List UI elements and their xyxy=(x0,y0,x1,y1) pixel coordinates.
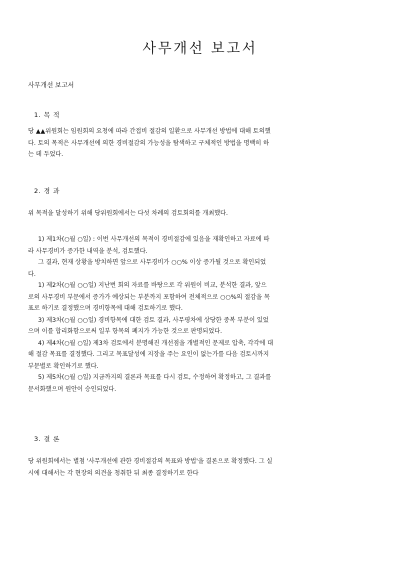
paragraph-line: 문서화했으며 원안이 승인되었다. xyxy=(28,385,117,393)
paragraph-line: 위 목적을 달성하기 위해 당위원회에서는 다섯 차례의 검토회의를 개최했다. xyxy=(28,210,228,217)
paragraph-line: 그 결과, 현재 상황을 방치하면 앞으로 사무경비가 ○○% 이상 증가될 것으로 확인되었 xyxy=(38,259,267,266)
paragraph-line: 시에 대해서는 각 현장의 의견을 청취한 뒤 최종 결정하기로 한다 xyxy=(28,469,199,477)
paragraph-line: 는 데 두었다. xyxy=(28,151,64,158)
paragraph-line: 해 절감 목표를 결정했다. 그리고 목표달성에 지장을 주는 요인이 없는가를 다음 검토시까지 xyxy=(28,351,270,358)
paragraph-line: 라 사무경비가 증가한 내역을 분석, 검토했다. xyxy=(28,247,148,255)
paragraph-line: 3) 제3차(○월 ○○일) 경비항목에 대한 검토 결과, 사무평차에 상당한 중복 부분이 있었 xyxy=(38,316,269,324)
section-heading-conclusion: 3. 결 론 xyxy=(34,435,60,443)
progress-paragraph xyxy=(28,234,374,395)
paragraph-line: 당 ▲▲위원회는 임원회의 요청에 따라 간접비 절감의 일환으로 사무개선 방법에 대해 토의했 xyxy=(28,128,271,135)
paragraph-line: 4) 제4차(○월 ○일) 제3차 검토에서 분명해진 개선점을 개별적인 문제로 압축, 각각에 대 xyxy=(38,339,274,347)
page-title: 사무개선 보고서 xyxy=(142,41,258,57)
paragraph-line: 로의 사무경비 부문에서 증가가 예상되는 부분까지 포함하여 전체적으로 ○○%의 절감을 목 xyxy=(28,293,270,301)
paragraph-line: 다. 토의 목적은 사무개선에 의한 경비절감의 가능성을 탐색하고 구체적인 방법을 명백히 하 xyxy=(28,139,270,147)
purpose-paragraph xyxy=(28,126,374,161)
conclusion-paragraph xyxy=(28,456,374,479)
paragraph-line: 1) 제1차(○월 ○일) : 이번 사무개선의 목적이 경비절감에 있음을 재확인하고 자료에 따 xyxy=(38,236,270,243)
progress-intro xyxy=(28,208,374,220)
paragraph-line: 으며 이를 합리화함으로써 일부 항목의 폐지가 가능한 것으로 판명되었다. xyxy=(28,328,223,335)
paragraph-line: 다. xyxy=(28,270,36,278)
section-heading-purpose: 1. 목 적 xyxy=(34,111,60,119)
section-heading-progress: 2. 경 과 xyxy=(34,187,60,195)
document-subtitle: 사무개선 보고서 xyxy=(28,81,75,89)
paragraph-line: 1) 제2차(○월 ○○일) 지난번 회의 자료를 바탕으로 각 위원이 비교, 분석한 결과, 앞으 xyxy=(38,282,267,289)
paragraph-line: 표로 하기로 결정했으며 경비항목에 대해 검토하기로 했다. xyxy=(28,305,183,312)
paragraph-line: 부문별로 확인하기로 했다. xyxy=(28,362,99,370)
paragraph-line: 당 위원회에서는 별첨 '사무개선에 관한 경비절감의 목표와 방법'을 결론으로 확정했다. 그 실 xyxy=(28,458,273,465)
paragraph-line: 5) 제5차(○월 ○일) 지금까지의 결론과 목표를 다시 검토, 수정하여 확정하고, 그 결과를 xyxy=(38,374,272,381)
